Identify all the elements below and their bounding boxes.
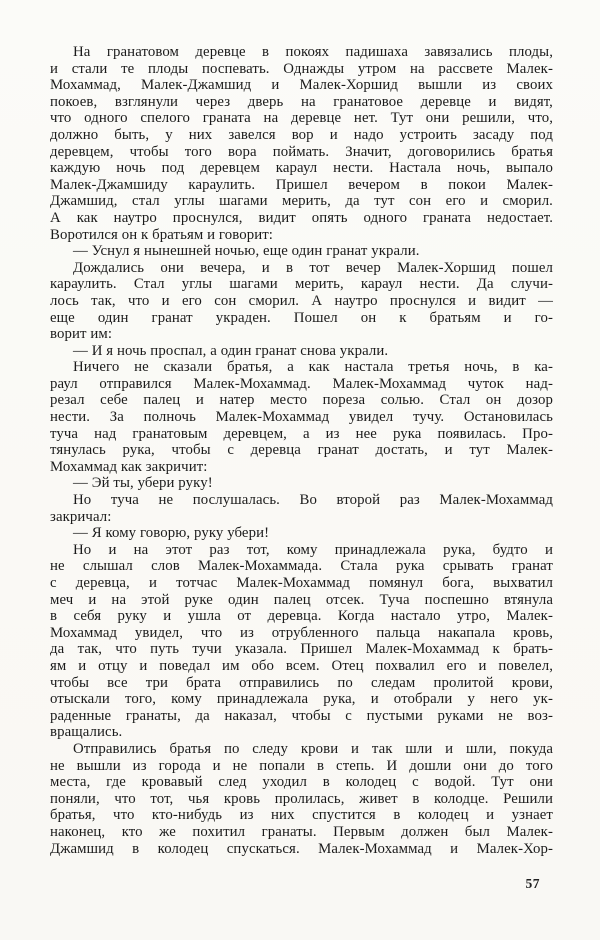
text-line: в себя руку и ушла от деревца. Когда настало утро, Малек- <box>50 608 553 625</box>
text-line: чтобы все три брата отправились по следам пролитой крови, <box>50 674 553 691</box>
text-line: Но и на этот раз тот, кому принадлежала рука, будто и <box>73 541 553 558</box>
text-line: покоев, взглянули через дверь на гранатовое деревце и видят, <box>50 93 553 110</box>
text-line: каждую ночь под деревцем караул нести. Настала ночь, выпало <box>50 160 553 177</box>
page-number: 57 <box>525 876 540 891</box>
text-line: Малек-Джамшиду караулить. Пришел вечером в покои Малек- <box>50 176 553 193</box>
text-line: еще один гранат украден. Пошел он к братьям и го- <box>50 309 553 326</box>
text-line: закричал: <box>50 508 112 525</box>
text-line: раул отправился Малек-Мохаммад. Малек-Мохаммад чуток над- <box>50 375 553 392</box>
text-line: лось так, что и его сон сморил. А наутро проснулся и видит — <box>50 292 553 309</box>
text-line: меч и на этой руке один палец отсек. Туча поспешно втянула <box>50 591 553 608</box>
text-line: караулить. Стал углы шагами мерить, караул нести. Да случи- <box>50 276 553 293</box>
text-line: Ничего не сказали братья, а как настала третья ночь, в ка- <box>73 359 553 376</box>
text-line: Но туча не послушалась. Во второй раз Малек-Мохаммад <box>73 492 553 509</box>
text-line: Отправились братья по следу крови и так шли и шли, покуда <box>73 740 553 757</box>
text-line: — И я ночь проспал, а один гранат снова украли. <box>73 342 389 359</box>
text-line: Дождались они вечера, и в тот вечер Малек-Хоршид пошел <box>73 259 553 276</box>
text-line: и стали те плоды поспевать. Однажды утром на рассвете Малек- <box>50 60 553 77</box>
text-line: ворит им: <box>50 326 113 343</box>
text-line: поняли, что тот, чья кровь пролилась, живет в колодце. Решили <box>50 790 553 807</box>
text-line: Джамшид в колодец спускаться. Малек-Мохаммад и Малек-Хор- <box>50 840 553 857</box>
text-line: что одного спелого граната на деревце нет. Тут они решили, что, <box>50 110 553 127</box>
text-line: Воротился он к братьям и говорит: <box>50 226 274 243</box>
text-line: А как наутро проснулся, видит опять одного граната недостает. <box>50 209 553 226</box>
text-line: Мохаммад как закричит: <box>50 458 208 475</box>
text-line: отыскали того, кому принадлежала рука, и отобрали у него ук- <box>50 691 553 708</box>
text-line: не слышал слов Малек-Мохаммада. Стала рука срывать гранат <box>50 558 553 575</box>
text-line: вращались. <box>50 724 123 741</box>
text-line: да так, что путь тучи указала. Пришел Малек-Мохаммад к брать- <box>50 641 553 658</box>
text-line: с деревца, и тотчас Малек-Мохаммад помянул бога, выхватил <box>50 575 553 591</box>
text-line: места, где кровавый след уходил в колодец с водой. Тут они <box>50 774 553 791</box>
text-line: Мохаммад увидел, что из отрубленного пальца накапала кровь, <box>50 624 553 641</box>
text-line: Мохаммад, Малек-Джамшид и Малек-Хоршид вышли из своих <box>50 77 553 94</box>
text-line: — Уснул я нынешней ночью, еще один гранат украли. <box>73 243 420 260</box>
text-line: ям и отцу и поведал им обо всем. Отец похвалил его и повелел, <box>50 657 553 674</box>
text-line: — Эй ты, убери руку! <box>73 475 213 492</box>
text-line: резал себе палец и натер место пореза солью. Стал он дозор <box>50 392 553 409</box>
text-line: туча над гранатовым деревцем, а из нее рука появилась. Про- <box>50 425 553 442</box>
text-line: наконец, кто же похитил гранаты. Первым должен был Малек- <box>50 823 553 840</box>
text-line: нести. За полночь Малек-Мохаммад увидел тучу. Остановилась <box>50 409 553 426</box>
text-line: тянулась рука, чтобы с деревца гранат достать, и тут Малек- <box>50 442 553 459</box>
text-line: раденные гранаты, да наказал, чтобы с пустыми руками не воз- <box>50 707 553 724</box>
text-line: — Я кому говорю, руку убери! <box>73 525 270 542</box>
text-line: не вышли из города и не попали в степь. И дошли они до того <box>50 757 553 774</box>
text-line: Джамшид, стал углы шагами мерить, да тут сон его и сморил. <box>50 193 553 210</box>
text-line: должно быть, у них завелся вор и надо устроить засаду под <box>50 126 553 143</box>
text-line: деревцем, чтобы того вора поймать. Значит, договорились братья <box>50 143 553 160</box>
story-text <box>50 44 553 857</box>
text-line: братья, что кто-нибудь из них спустится в колодец и узнает <box>50 807 553 824</box>
text-line: На гранатовом деревце в покоях падишаха завязались плоды, <box>73 44 553 60</box>
